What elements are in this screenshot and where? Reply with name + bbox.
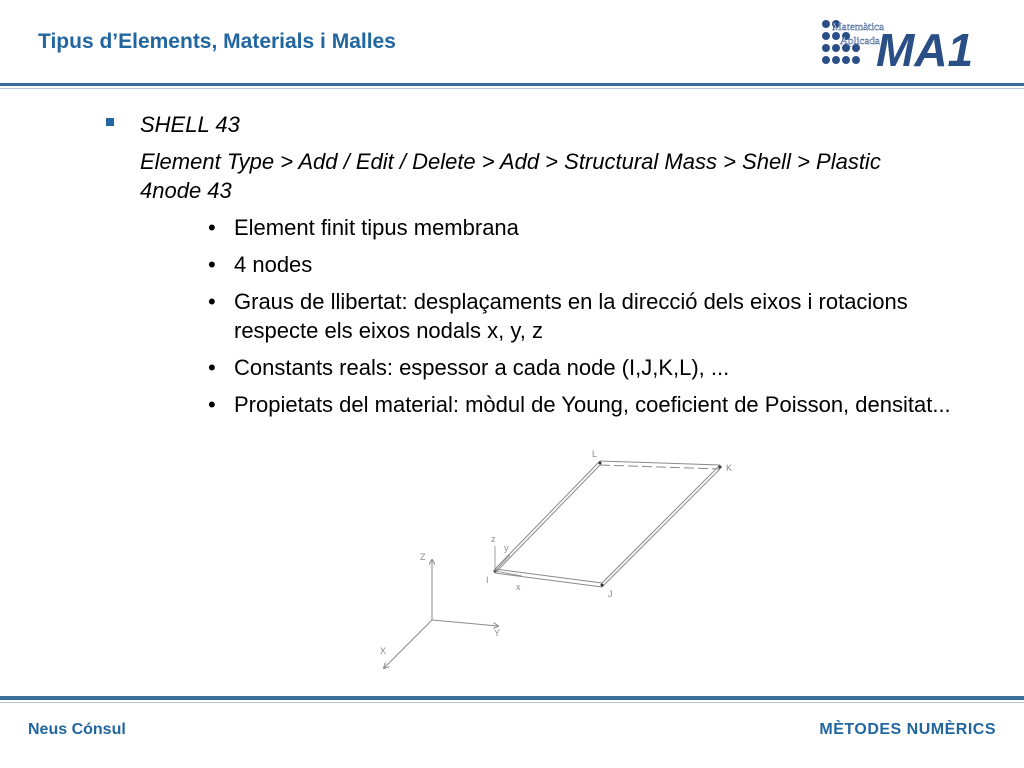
local-x-label: x [516, 582, 521, 592]
node-l-label: L [592, 449, 598, 459]
page-title: Tipus d’Elements, Materials i Malles [38, 30, 396, 53]
list-item [208, 213, 978, 242]
logo-mark: MA1 [876, 24, 974, 72]
node-i-label: I [486, 575, 489, 585]
bullet-icon: • [208, 355, 216, 380]
footer-rule [0, 696, 1024, 700]
node-j-label: J [608, 589, 613, 599]
bullet-icon: • [208, 252, 216, 277]
list-item [208, 390, 978, 419]
global-x-label: X [380, 646, 387, 656]
shell-plate [495, 461, 720, 587]
list-item [208, 250, 978, 279]
global-x-axis [384, 620, 432, 668]
list-item [208, 353, 978, 382]
node-j [601, 584, 604, 587]
local-z-label: z [491, 534, 496, 544]
global-axes [384, 560, 501, 668]
global-y-axis [432, 620, 498, 626]
node-k-label: K [726, 463, 733, 473]
property-list [208, 213, 978, 427]
list-item-text: Constants reals: espessor a cada node (I,J,K,L), ... [234, 355, 730, 380]
square-bullet-icon [106, 118, 114, 126]
bullet-icon: • [208, 289, 216, 314]
node-k [719, 466, 722, 469]
list-item-text: Graus de llibertat: desplaçaments en la direcció dels eixos i rotacions respecte els eixos nodals x, y, z [234, 289, 908, 343]
element-heading: SHELL 43 [140, 112, 240, 137]
local-y-label: y [504, 543, 509, 553]
node-l [599, 462, 602, 465]
list-item-text: Propietats del material: mòdul de Young, coeficient de Poisson, densitat... [234, 392, 951, 417]
global-y-label: Y [494, 628, 501, 638]
global-z-label: Z [420, 552, 426, 562]
header-rule [0, 83, 1024, 86]
list-item-text: Element finit tipus membrana [234, 215, 519, 240]
list-item [208, 287, 978, 345]
shell-element-diagram [370, 440, 770, 680]
footer-course: MÈTODES NUMÈRICS [819, 721, 996, 738]
logo-text-line2: Aplicada [840, 35, 880, 47]
ma1-logo [818, 14, 1000, 72]
header-rule-thin [0, 88, 1024, 89]
list-item-text: 4 nodes [234, 252, 313, 277]
bullet-icon: • [208, 215, 216, 240]
footer-rule-thin [0, 702, 1024, 703]
logo-text-line1: Matemàtica [832, 21, 884, 33]
footer-author: Neus Cónsul [28, 721, 126, 738]
bullet-icon: • [208, 392, 216, 417]
menu-path: Element Type > Add / Edit / Delete > Add > Structural Mass > Shell > Plastic 4node 43 [140, 149, 881, 203]
